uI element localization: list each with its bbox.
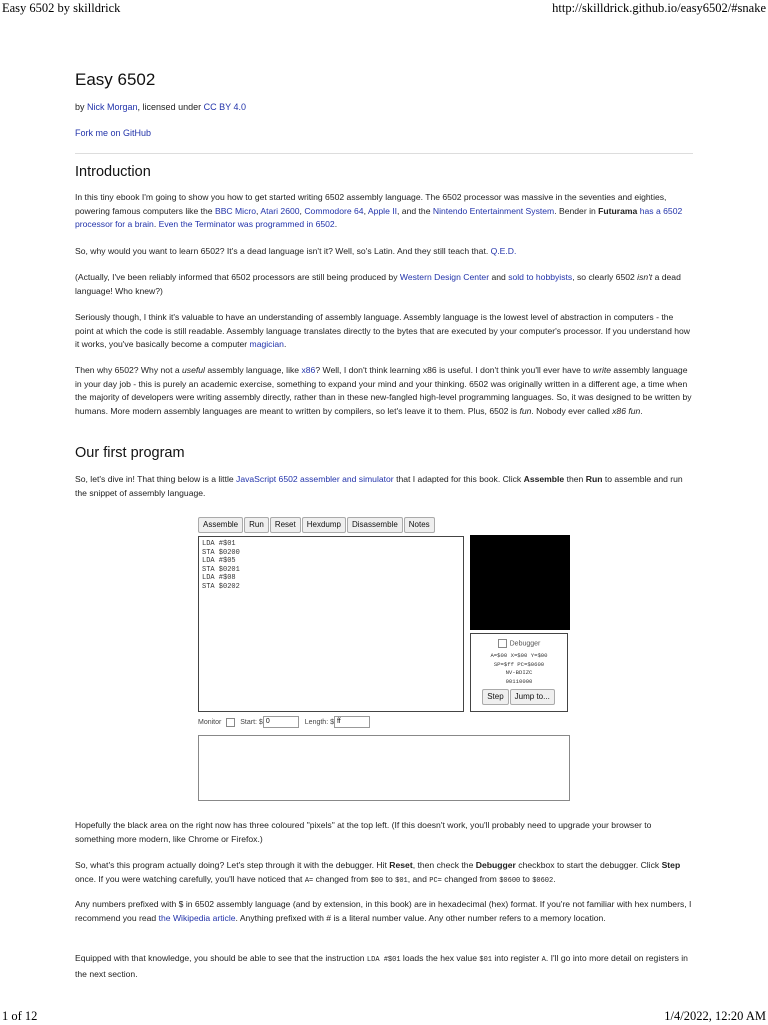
intro-paragraph-2: So, why would you want to learn 6502? It's a dead language isn't it? Well, so's Latin. And they still teach that. Q.E.D. [75, 246, 517, 256]
license-link[interactable]: CC BY 4.0 [203, 102, 246, 112]
print-header [0, 1, 768, 19]
after-paragraph-1: Hopefully the black area on the right now has three coloured "pixels" at the top left. (If this doesn't work, you'll probably need to upgrade your browser to something more modern, like Chrome or Firefox.) [75, 820, 652, 844]
print-header-title: Easy 6502 by skilldrick [2, 1, 121, 15]
flags-value: 00110000 [505, 677, 533, 685]
message-output[interactable] [198, 735, 570, 801]
monitor-row [198, 716, 370, 728]
start-input[interactable]: 0 [263, 716, 299, 728]
bender-link[interactable]: has a 6502 processor for a brain [75, 205, 683, 229]
monitor-label: Monitor [198, 718, 222, 726]
disassemble-button[interactable]: Disassemble [347, 517, 403, 533]
start-label: Start: $ [240, 718, 263, 726]
print-footer-page: 1 of 12 [2, 1009, 38, 1023]
qed-link[interactable]: Q.E.D. [490, 246, 517, 256]
code-editor[interactable]: LDA #$01 STA $0200 LDA #$05 STA $0201 LDA #$08 STA $0202 [198, 536, 464, 712]
jump-to-button[interactable]: Jump to... [510, 689, 555, 705]
first-program-heading: Our first program [75, 445, 185, 461]
debugger-panel [470, 633, 568, 712]
debugger-toggle[interactable] [471, 639, 567, 648]
flags-label: NV-BDIZC [505, 669, 533, 677]
simulator-toolbar [198, 517, 436, 535]
print-footer-datetime: 1/4/2022, 12:20 AM [664, 1009, 766, 1023]
debugger-label: Debugger [509, 640, 541, 648]
reset-button[interactable]: Reset [270, 517, 301, 533]
author-link[interactable]: Nick Morgan [87, 102, 138, 112]
hexdump-button[interactable]: Hexdump [302, 517, 346, 533]
display-screen [470, 535, 570, 630]
length-label: Length: $ [304, 718, 334, 726]
print-footer [0, 1009, 768, 1025]
apple-link[interactable]: Apple II [367, 205, 398, 216]
x86-link[interactable]: x86 [301, 365, 316, 375]
intro-paragraph-4: Seriously though, I think it's valuable to have an understanding of assembly language. Assembly language is the lowest level of abstraction in computers - the point at which the code is still readable. Assembly language translates directly to the bytes that are executed by your computer's processor. If you understand how it works, you've basically become a computer magician. [75, 312, 691, 349]
intro-paragraph-5: Then why 6502? Why not a useful assembly language, like x86? Well, I don't think learning x86 is useful. I don't think you'll ever have to write assembly language in your day job - this is purely an academic exercise, something to expand your mind and your thinking. 6502 was originally written in a different age, a time when the majority of developers were writing assembly directly, rather than in these new-fangled high-level programming languages. So, it was designed to be written by humans. More modern assembly languages are meant to written by compilers, so let's leave it to them. Plus, 6502 is fun. Nobody ever called x86 fun. [75, 365, 692, 416]
simulator-link[interactable]: JavaScript 6502 assembler and simulator [236, 474, 394, 484]
sp-pc-readout: SP=$ff PC=$0600 [493, 660, 545, 668]
notes-button[interactable]: Notes [404, 517, 435, 533]
bbc-micro-link[interactable]: BBC Micro [214, 205, 257, 216]
debugger-checkbox[interactable] [498, 639, 507, 648]
assemble-button[interactable]: Assemble [198, 517, 243, 533]
after-paragraph-4: Equipped with that knowledge, you should be able to see that the instruction LDA #$01 loads the hex value $01 into register A. I'll go into more detail on registers in the next section. [75, 953, 688, 979]
fork-row [75, 128, 151, 138]
divider [75, 153, 693, 154]
intro-heading: Introduction [75, 164, 151, 180]
step-button[interactable]: Step [482, 689, 508, 705]
intro-paragraph-3: (Actually, I've been reliably informed that 6502 processors are still being produced by Western Design Center and sold to hobbyists, so clearly 6502 isn't a dead language! Who knew?) [75, 272, 681, 296]
page-title: Easy 6502 [75, 70, 156, 89]
first-program-paragraph: So, let's dive in! That thing below is a little JavaScript 6502 assembler and simulator that I adapted for this book. Click Assemble then Run to assemble and run the snippet of assembly language. [75, 474, 683, 498]
nes-link[interactable]: Nintendo Entertainment System [432, 205, 555, 216]
terminator-link[interactable]: Even the Terminator was programmed in 6502 [158, 219, 335, 229]
monitor-checkbox[interactable] [226, 718, 235, 727]
byline: by Nick Morgan, licensed under CC BY 4.0 [75, 102, 246, 112]
commodore-link[interactable]: Commodore 64 [304, 205, 364, 216]
after-paragraph-2: So, what's this program actually doing? Let's step through it with the debugger. Hit Reset, then check the Debugger checkbox to start the debugger. Click Step once. If you were watching carefully, you'll have noticed that A= changed from $00 to $01, and PC= changed from $0600 to $0602. [75, 860, 681, 885]
atari-link[interactable]: Atari 2600 [260, 205, 300, 216]
fork-link[interactable]: Fork me on GitHub [75, 128, 152, 138]
after-paragraph-3: Any numbers prefixed with $ in 6502 assembly language (and by extension, in this book) are in hexadecimal (hex) format. If you're not familiar with hex numbers, I recommend you read the Wikipedia article. Anything prefixed with # is a literal number value. Any other number refers to a memory location. [75, 899, 692, 923]
print-header-url: http://skilldrick.github.io/easy6502/#snake [552, 1, 766, 15]
intro-paragraph-1: In this tiny ebook I'm going to show you how to get started writing 6502 assembly language. The 6502 processor was massive in the seventies and eighties, powering famous computers like the BBC Micro, Atari 2600, Commodore 64, Apple II, and the Nintendo Entertainment System. Bender in Futurama has a 6502 processor for a brain. Even the Terminator was programmed in 6502. [75, 192, 683, 229]
run-button[interactable]: Run [244, 517, 269, 533]
magician-link[interactable]: magician [249, 339, 284, 349]
hobbyists-link[interactable]: sold to hobbyists [508, 272, 573, 282]
wikipedia-link[interactable]: the Wikipedia article [158, 912, 236, 923]
registers-readout: A=$00 X=$00 Y=$00 [490, 652, 548, 659]
wdc-link[interactable]: Western Design Center [399, 272, 490, 282]
length-input[interactable]: ff [334, 716, 370, 728]
